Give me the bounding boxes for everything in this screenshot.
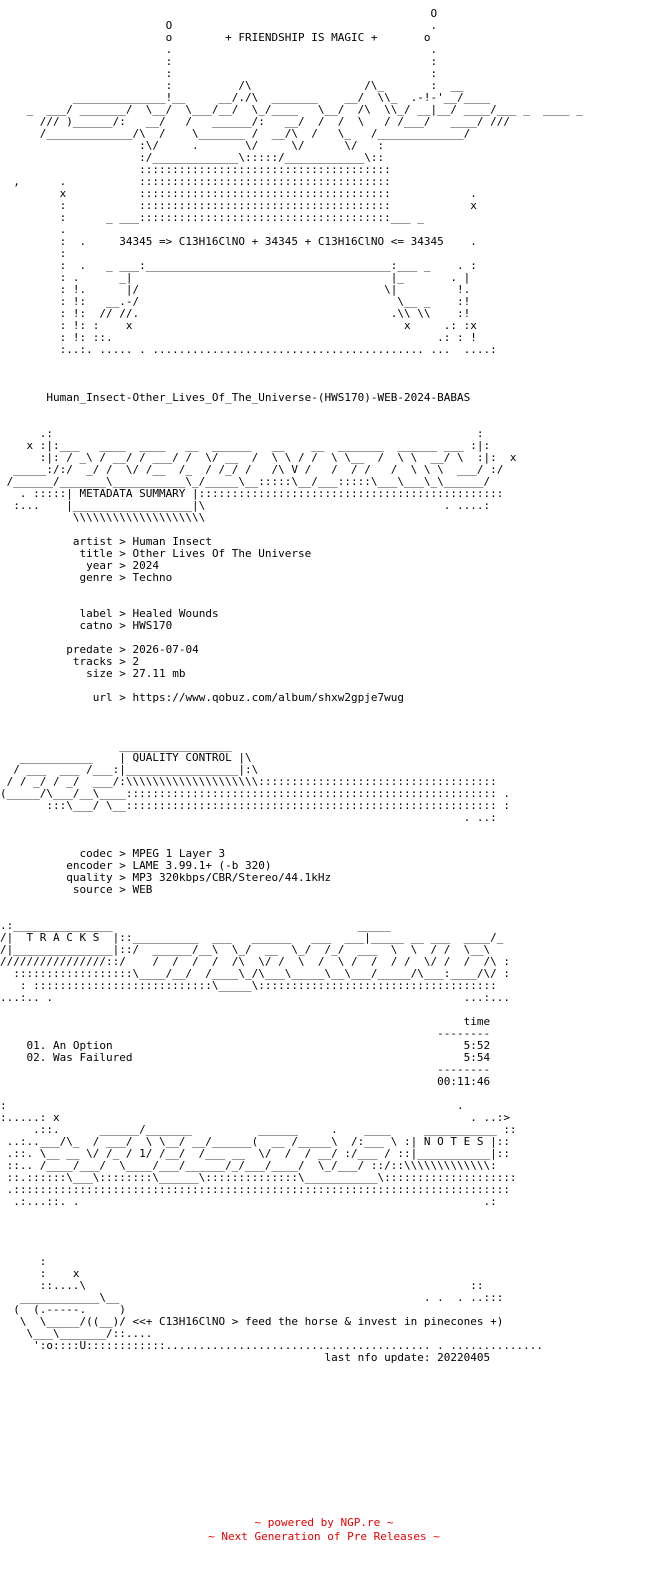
powered-by-line: ~ powered by NGP.re ~ [254,1516,394,1529]
nfo-banner-art: O O . o + FRIENDSHIP IS MAGIC + o . . : : : : : /\ /\_ : __ ______________!__ __/./\ _______ __/ \\_ .-!-'__/____ _ ___/ _______/ \__/ \___/__/ \_/____ \__/ /\ \\_/ __|__/ ____/___ _ ____ _ /// )______/: __/ / ______/: __/ / / \ / /___/ ____/ /// /_____________/\ / \_______ / __/\ / \_ /_____________/ :\/ . \/ \/ \/ : :/_____________\:::::/____________\:: :::::::::::::::::::::::::::::::::::::: , . :::::::::::::::::::::::::::::::::::::: x :::::::::::::::::::::::::::::::::::::: . : :::::::::::::::::::::::::::::::::::::: x : _ ___::::::::::::::::::::::::::::::::::::::___ _ . : . 34345 => C13H16ClNO + 34345 + C13H16ClNO <= 34345 . : : . _ ___:_____________________________________:___ _ . : : . _| |_ . | : !. |/ \| !. : !: __.-/ \__ _ :! : !: // //. .\\ \\ :! : !: : x x .: :x : !: ::. .: : ! :..:. ..... . ......................................... ... ....: [13,8,583,356]
metadata-row: size > 27.11 mb [0,667,186,680]
nfo-content [0,8,648,1364]
quality-row-key: codec [0,847,113,860]
notes-header-art: : . :.....: x . ..:> .::. ______/_______ ______ . ____ ___________ :: ..:..___/\_ / ___/ \ \__/ __/______( __ /_____\ /:___ \ :| N O T E S |:: .::. \__ __ \/ /_ / 1/ /__/ /___ __ \/ / / __/ :/___ / ::|___________|:: ::.. /____/___/ \____/___/______/_/___/____/ \_/___/ ::/::\\\\\\\\\\\\\: ::.::::::\___\::::::::\______\::::::::::::::\___________\:::::::::::::::::::: .::::::::::::::::::::::::::::::::::::::::::::::::::::::::::::::::::::::::::: .:...::. . .: [0,1099,517,1208]
track-time: 5:52 [463,1039,491,1052]
metadata-row-value: Techno [132,571,173,584]
metadata-row-value: 2026-07-04 [132,643,199,656]
powered-by-footer [0,1516,648,1544]
quality-row: encoder > LAME 3.99.1+ (-b 320) [0,859,272,872]
quality-list [0,847,331,896]
quality-row-value: LAME 3.99.1+ (-b 320) [132,859,272,872]
metadata-row-key: year [0,559,113,572]
quality-row-key: encoder [0,859,113,872]
metadata-row-key: size [0,667,113,680]
metadata-row-value: Other Lives Of The Universe [132,547,312,560]
ngp-link[interactable]: NGP.re [340,1516,381,1529]
metadata-row: artist > Human Insect [0,535,212,548]
release-name: Human_Insect-Other_Lives_Of_The_Universe-(HWS170)-WEB-2024-BABAS [46,391,471,404]
quality-row-value: MP3 320kbps/CBR/Stereo/44.1kHz [132,871,332,884]
last-nfo-update: last nfo update: 20220405 [0,1351,491,1364]
metadata-row: catno > HWS170 [0,619,173,632]
time-column-label: time [0,1015,491,1028]
metadata-row: title > Other Lives Of The Universe [0,547,312,560]
metadata-row: year > 2024 [0,559,159,572]
metadata-row: predate > 2026-07-04 [0,643,199,656]
track-title: An Option [53,1039,113,1052]
quality-row: quality > MP3 320kbps/CBR/Stereo/44.1kHz [0,871,332,884]
metadata-row-value: HWS170 [132,619,173,632]
metadata-row-value: Human Insect [132,535,212,548]
metadata-row-value: 2024 [132,559,159,572]
quality-row-key: source [0,883,113,896]
metadata-row-value: https://www.qobuz.com/album/shxw2gpje7wug [132,691,404,704]
quality-row: codec > MPEG 1 Layer 3 [0,847,226,860]
tagline: ~ Next Generation of Pre Releases ~ [208,1530,440,1543]
metadata-row-key: url [0,691,113,704]
quality-row-key: quality [0,871,113,884]
metadata-row-key: tracks [0,655,113,668]
track-title: Was Failured [53,1051,133,1064]
footer-art: : : x ::....\ :: ____________\__ . . . ..::: ( (.-----. ) \ \_____/((__)/ <<+ C13H16ClNO > feed the horse & invest in pinecones +) \___\_______/::.... ':o::::U::::::::::::........................................ . .............. [13,1255,544,1352]
metadata-row: genre > Techno [0,571,173,584]
quality-control-header-art: _________________ ___________ | QUALITY CONTROL |\ / ___ ___ /___:|_________________|:\ / / _/ / _/ ___/:\\\\\\\\\\\\\\\\\\\\:::::::::::::::::::::::::::::::::::: (_____/\___/__\____:::::::::::::::::::::::::::::::::::::::::::::::::::::::: . :::\___/ \__:::::::::::::::::::::::::::::::::::::::::::::::::::::::: : . ..: [0,739,510,824]
quality-row: source > WEB [0,883,153,896]
track-row [0,1051,490,1064]
quality-row-value: MPEG 1 Layer 3 [132,847,226,860]
track-time: 5:54 [463,1051,491,1064]
total-time: 00:11:46 [0,1075,491,1088]
metadata-row-value: Healed Wounds [132,607,219,620]
metadata-list [0,535,404,704]
metadata-row: label > Healed Wounds [0,607,219,620]
metadata-row: tracks > 2 [0,655,140,668]
metadata-row-key: artist [0,535,113,548]
metadata-row-value: 2 [132,655,140,668]
metadata-summary-header-art: .: : x :|:___ ____ ____ __ ______ __ __ _______ ______ ___ :|: :|: / _\ / __/ / ___/ / \/ __ / \ \ / / \ \__ / \ \ __/ \ :|: x _____:/:/ _/ / \/ /__ /_ / /_/ / /\ V / / / / / \ \ \ ___/ :/ /______/_______\___________\_/_____\__:::::\__/___:::::\___\___\_\______/ . :::::| METADATA SUMMARY |:::::::::::::::::::::::::::::::::::::::::::::: :... |__________________|\ . ....: \\\\\\\\\\\\\\\\\\\\ [6,427,517,524]
metadata-row-key: title [0,547,113,560]
metadata-row: url > https://www.qobuz.com/album/shxw2gpje7wug [0,691,404,704]
metadata-row-key: predate [0,643,113,656]
metadata-row-key: catno [0,619,113,632]
tracks-header-art: .:_______________ _____ /| T R A C K S |::__________ ___ ______ ___ ___|_____ __ ___ ____/_ /|_______________|::/ ______/__\ \_/ __ \_/ /_/ ___ \ \ / / \__\ ////////////////::/ / / / / /\ \/ / \ / \ / / / / \/ / / /\ : ::::::::::::::::::\____/__/ /____\_/\___\_____\__\___/_____/\___:____/\/ : : :::::::::::::::::::::::::::\_____\:::::::::::::::::::::::::::::::::::: ...:.. . ...:... [0,919,510,1004]
metadata-row-key: label [0,607,113,620]
track-number: 01. [26,1039,47,1052]
track-number: 02. [26,1051,47,1064]
quality-row-value: WEB [132,883,153,896]
metadata-row-key: genre [0,571,113,584]
tracklist: time -------- 01. An Option 5:52 02. Was Failured 5:54 -------- 00:11:46 [0,1015,491,1088]
metadata-row-value: 27.11 mb [132,667,186,680]
